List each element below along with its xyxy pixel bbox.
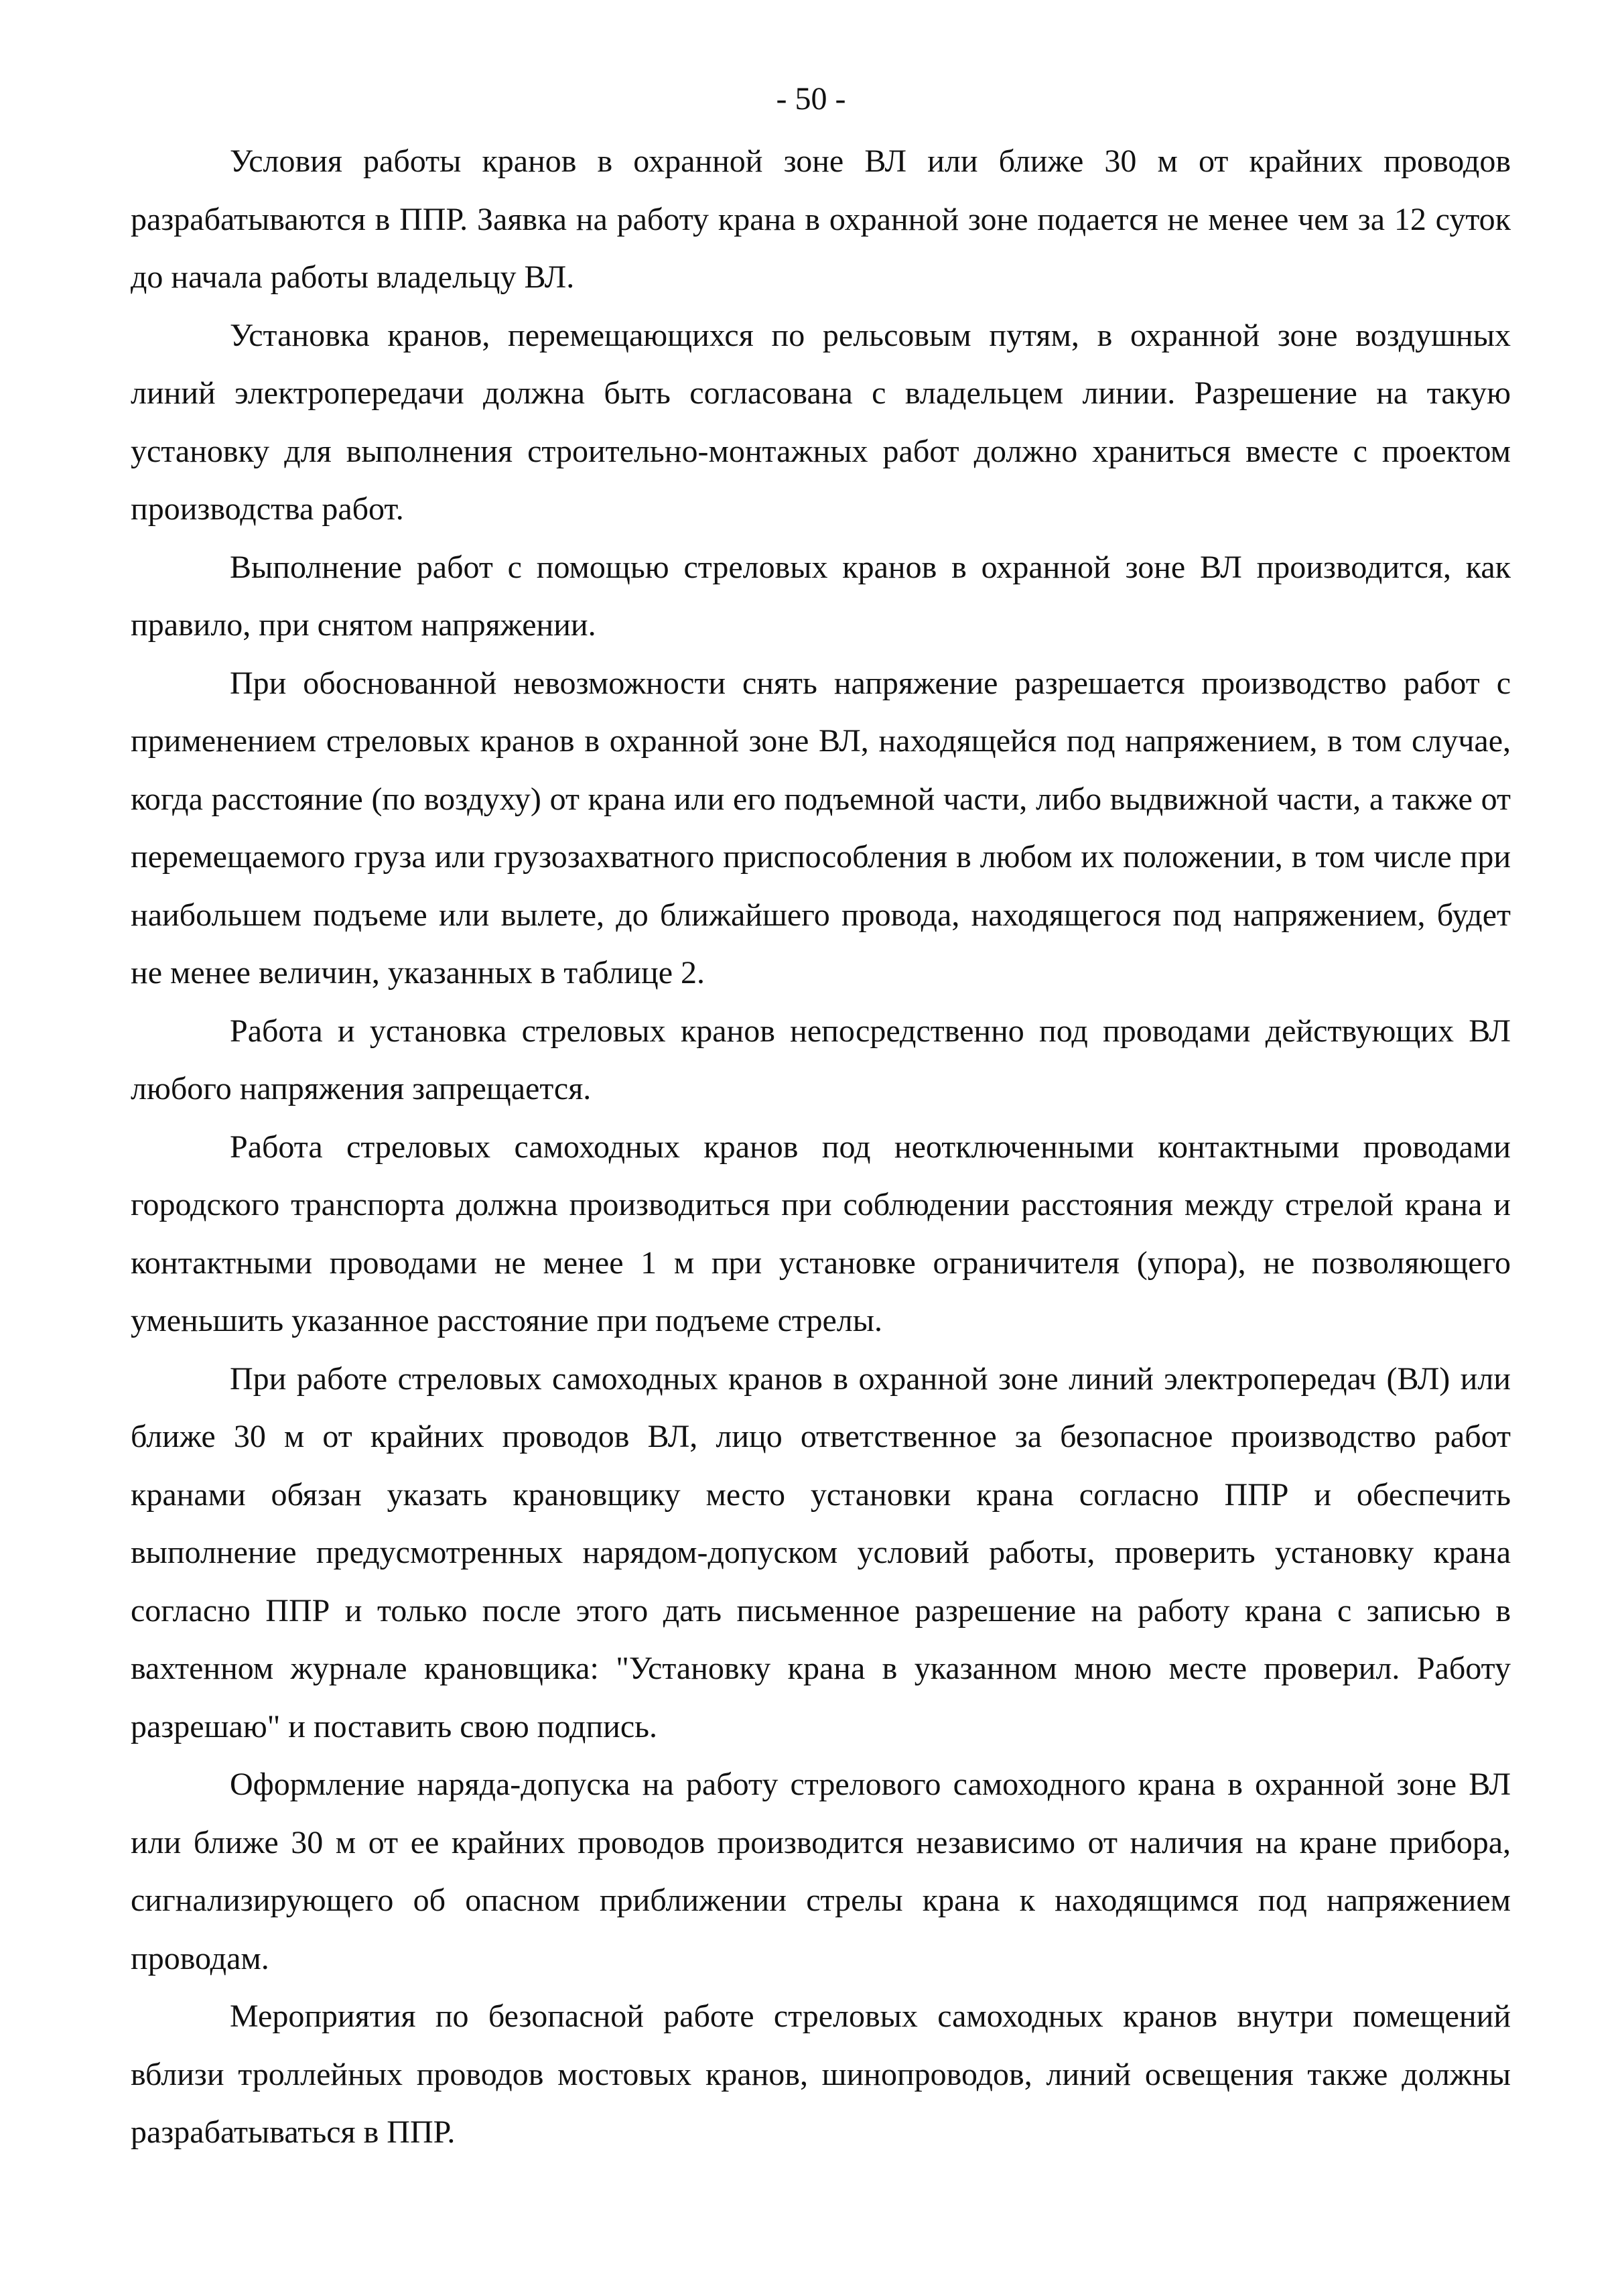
paragraph: Работа и установка стреловых кранов непосредственно под проводами действующих ВЛ любого напряжения запрещается. — [131, 1013, 1511, 1106]
paragraph: Работа стреловых самоходных кранов под неотключенными контактными проводами городского транспорта должна производиться при соблюдении расстояния между стрелой крана и контактными проводами не менее 1 м при установке ограничителя (упора), не позволяющего уменьшить указанное расстояние при подъеме стрелы. — [131, 1129, 1511, 1338]
paragraph: При работе стреловых самоходных кранов в охранной зоне линий электропередач (ВЛ) или ближе 30 м от крайних проводов ВЛ, лицо ответственное за безопасное производство работ кранами обязан указать крановщику место установки крана согласно ППР и обеспечить выполнение предусмотренных нарядом-допуском условий работы, проверить установку крана согласно ППР и только после этого дать письменное разрешение на работу крана с записью в вахтенном журнале крановщика: "Установку крана в указанном мною месте проверил. Работу разрешаю" и поставить свою подпись. — [131, 1360, 1511, 1744]
paragraph: Выполнение работ с помощью стреловых кранов в охранной зоне ВЛ производится, как правило, при снятом напряжении. — [131, 549, 1511, 643]
paragraph: Мероприятия по безопасной работе стреловых самоходных кранов внутри помещений вблизи троллейных проводов мостовых кранов, шинопроводов, линий освещения также должны разрабатываться в ППР. — [131, 1998, 1511, 2150]
paragraph: Оформление наряда-допуска на работу стрелового самоходного крана в охранной зоне ВЛ или ближе 30 м от ее крайних проводов производится независимо от наличия на кране прибора, сигнализирующего об опасном приближении стрелы крана к находящимся под напряжением проводам. — [131, 1767, 1511, 1976]
page-number: - 50 - — [776, 81, 846, 117]
paragraph: При обоснованной невозможности снять напряжение разрешается производство работ с применением стреловых кранов в охранной зоне ВЛ, находящейся под напряжением, в том случае, когда расстояние (по воздуху) от крана или его подъемной части, либо выдвижной части, а также от перемещаемого груза или грузозахватного приспособления в любом их положении, в том числе при наибольшем подъеме или вылете, до ближайшего провода, находящегося под напряжением, будет не менее величин, указанных в таблице 2. — [131, 665, 1511, 991]
paragraph: Установка кранов, перемещающихся по рельсовым путям, в охранной зоне воздушных линий электропередачи должна быть согласована с владельцем линии. Разрешение на такую установку для выполнения строительно-монтажных работ должно храниться вместе с проектом производства работ. — [131, 317, 1511, 527]
paragraph: Условия работы кранов в охранной зоне ВЛ или ближе 30 м от крайних проводов разрабатываются в ППР. Заявка на работу крана в охранной зоне подается не менее чем за 12 суток до начала работы владельцу ВЛ. — [131, 143, 1511, 295]
document-body — [131, 133, 1511, 2162]
